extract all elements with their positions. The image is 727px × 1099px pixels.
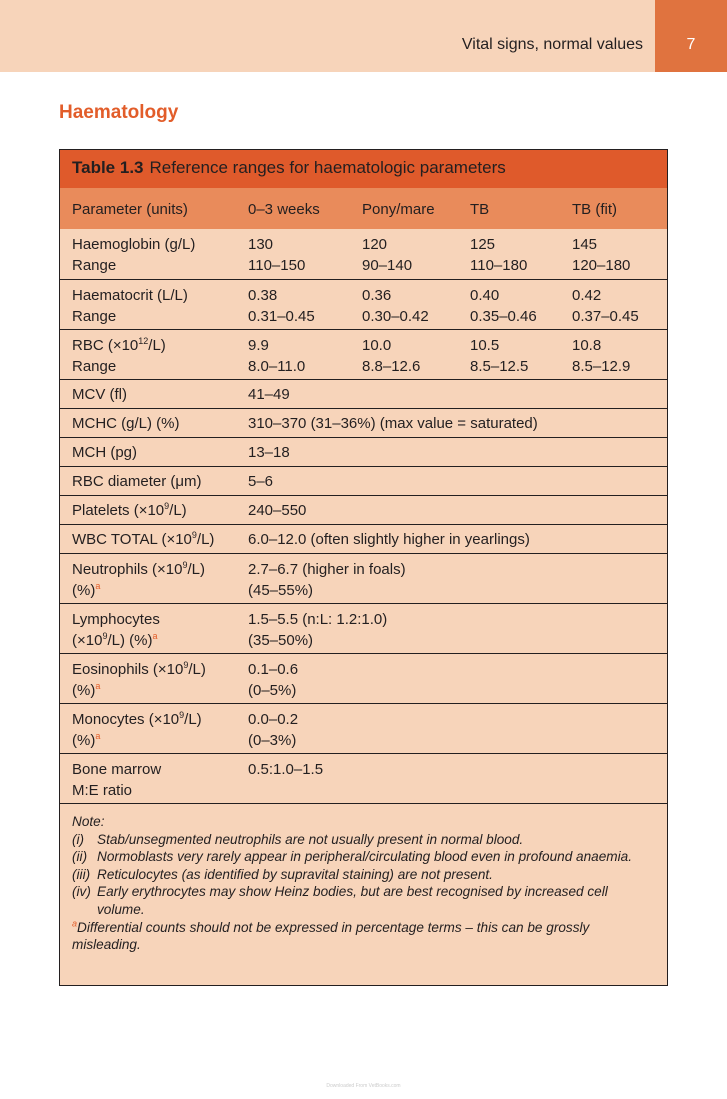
- note-text: Reticulocytes (as identified by supravital staining) are not present.: [97, 866, 493, 882]
- page-number: 7: [655, 0, 727, 72]
- value-cell: 10.8 8.5–12.9: [572, 337, 631, 375]
- column-header: TB: [470, 201, 490, 218]
- table-row: [60, 703, 667, 753]
- value-cell: 0.36 0.30–0.42: [362, 287, 429, 325]
- watermark: Downloaded From VetBooks.com: [326, 1083, 401, 1089]
- note-text: Normoblasts very rarely appear in peripheral/circulating blood even in profound anaemia.: [97, 849, 632, 865]
- value-cell: 125 110–180: [470, 236, 528, 274]
- param-cell: MCV (fl): [72, 386, 127, 403]
- note-number: (iii): [72, 866, 91, 882]
- param-cell: Monocytes $(\times 10^9/L)$ (%)$^a$: [72, 710, 202, 749]
- column-header: 0–3 weeks: [248, 201, 320, 218]
- reference-table: [59, 149, 668, 986]
- value-cell: 120 90–140: [362, 236, 413, 274]
- note-item: [72, 883, 655, 918]
- table-row: [60, 653, 667, 703]
- note-number: (ii): [72, 849, 88, 865]
- running-title: Vital signs, normal values: [461, 36, 643, 53]
- table-row: [60, 329, 667, 379]
- param-cell: Bone marrow M:E ratio: [72, 761, 162, 799]
- column-header: Parameter (units): [72, 201, 188, 218]
- param-cell: Eosinophils $(\times 10^9/L)$ (%)$^a$: [72, 660, 206, 699]
- note-number: (i): [72, 831, 85, 847]
- table-row: [60, 495, 667, 524]
- value-cell: 240–550: [248, 502, 307, 519]
- table-row: [60, 229, 667, 279]
- footnote-text: Differential counts should not be expressed in percentage terms – this can be grossly misleading.: [72, 919, 590, 953]
- column-headers: [60, 188, 667, 229]
- value-cell: 9.9 8.0–11.0: [248, 337, 306, 375]
- value-cell: 130 110–150: [248, 236, 306, 274]
- value-cell: 0.5:1.0–1.5: [248, 761, 324, 778]
- value-cell: 0.0–0.2 (0–3%): [248, 711, 299, 749]
- table-row: [60, 603, 667, 653]
- running-header: [0, 0, 727, 72]
- param-cell: WBC TOTAL $(\times 10^9/L)$: [72, 530, 215, 548]
- table-row: [60, 379, 667, 408]
- table-row: [60, 466, 667, 495]
- param-cell: RBC diameter (μm): [72, 473, 202, 490]
- value-cell: 10.0 8.8–12.6: [362, 337, 421, 375]
- param-cell: Lymphocytes $(\times 10^9/L)$ (%)$^a$: [72, 611, 160, 649]
- value-cell: 41–49: [248, 386, 290, 403]
- table-caption: [60, 150, 667, 188]
- table-label: Table 1.3: [72, 158, 144, 177]
- note-item: [72, 866, 655, 884]
- note-item: [72, 831, 655, 849]
- note-text: Early erythrocytes may show Heinz bodies, but are best recognised by increased cell volume.: [97, 884, 608, 917]
- value-cell: 6.0–12.0 (often slightly higher in yearlings): [248, 531, 530, 548]
- value-cell: 1.5–5.5 (n:L: 1.2:1.0) (35–50%): [248, 611, 388, 649]
- table-row: [60, 437, 667, 466]
- value-cell: 10.5 8.5–12.5: [470, 337, 529, 375]
- param-cell: Platelets $(\times 10^9/L)$: [72, 501, 187, 519]
- table-caption-text: Reference ranges for haematologic parameters: [149, 158, 506, 177]
- table-row: [60, 753, 667, 803]
- table-row: [60, 279, 667, 329]
- column-header: TB (fit): [572, 201, 617, 218]
- value-cell: 0.1–0.6 (0–5%): [248, 661, 299, 699]
- param-cell: RBC $(\times 10^{12}/L)$ Range: [72, 336, 166, 375]
- value-cell: 5–6: [248, 473, 274, 490]
- section-title: Haematology: [59, 102, 179, 123]
- table-notes: [60, 803, 667, 954]
- value-cell: 310–370 (31–36%) (max value = saturated): [248, 415, 538, 432]
- value-cell: 0.40 0.35–0.46: [470, 287, 537, 325]
- value-cell: 0.38 0.31–0.45: [248, 287, 315, 325]
- param-cell: Haematocrit (L/L) Range: [72, 287, 188, 325]
- table-row: [60, 553, 667, 603]
- note-number: (iv): [72, 884, 91, 900]
- note-item: [72, 848, 655, 866]
- footnote-marker: a: [72, 918, 78, 929]
- value-cell: 0.42 0.37–0.45: [572, 287, 639, 325]
- table-row: [60, 524, 667, 553]
- note-text: Stab/unsegmented neutrophils are not usually present in normal blood.: [97, 831, 524, 847]
- column-header: Pony/mare: [362, 201, 435, 218]
- value-cell: 2.7–6.7 (higher in foals) (45–55%): [248, 561, 406, 599]
- param-cell: Haemoglobin (g/L) Range: [72, 236, 196, 274]
- param-cell: Neutrophils $(\times 10^9/L)$ (%)$^a$: [72, 560, 206, 599]
- table-row: [60, 408, 667, 437]
- value-cell: 13–18: [248, 444, 290, 461]
- param-cell: MCH (pg): [72, 444, 138, 461]
- value-cell: 145 120–180: [572, 236, 631, 274]
- footnote: [72, 919, 655, 954]
- param-cell: MCHC (g/L) (%): [72, 415, 180, 432]
- notes-heading: Note:: [72, 814, 105, 829]
